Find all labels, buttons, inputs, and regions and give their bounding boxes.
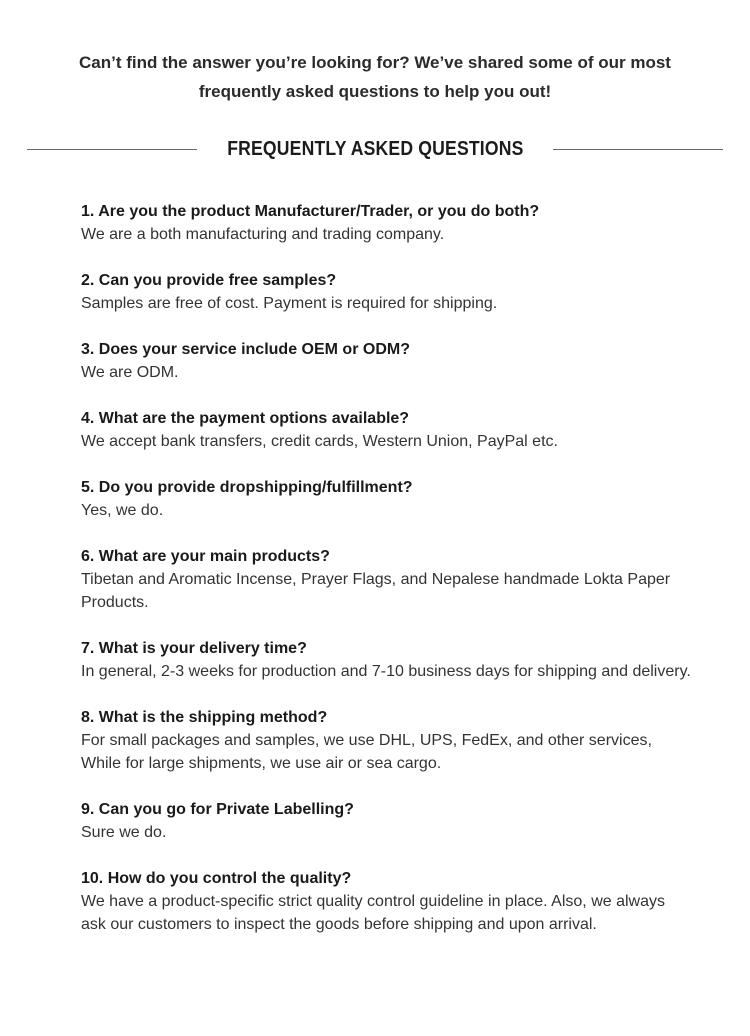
faq-answer: We are ODM. [81,364,179,381]
faq-item-5 [81,476,691,522]
faq-question: 1. Are you the product Manufacturer/Trader, or you do both? [81,203,540,220]
heading-divider-left [27,149,197,150]
faq-item-4 [81,407,691,453]
faq-answer: In general, 2-3 weeks for production and 7-10 business days for shipping and delivery. [81,663,691,680]
faq-item-2 [81,269,691,315]
intro-line-2: frequently asked questions to help you out! [198,82,552,101]
faq-question: 10. How do you control the quality? [81,870,352,887]
faq-answer: For small packages and samples, we use DHL, UPS, FedEx, and other services, While for large shipments, we use air or sea cargo. [81,732,652,772]
faq-answer: We have a product-specific strict quality control guideline in place. Also, we always ask our customers to inspect the goods before shipping and upon arrival. [81,893,665,933]
section-title: FREQUENTLY ASKED QUESTIONS [226,137,524,160]
faq-heading [27,136,723,162]
faq-answer: Sure we do. [81,824,167,841]
faq-item-1 [81,200,691,246]
faq-answer: Yes, we do. [81,502,164,519]
faq-item-6 [81,545,691,614]
faq-question: 9. Can you go for Private Labelling? [81,801,354,818]
faq-item-8 [81,706,691,775]
intro-text [0,48,750,106]
faq-answer: Samples are free of cost. Payment is required for shipping. [81,295,498,312]
faq-question: 3. Does your service include OEM or ODM? [81,341,410,358]
faq-question: 4. What are the payment options available? [81,410,410,427]
intro-line-1: Can’t find the answer you’re looking for? We’ve shared some of our most [79,53,671,72]
faq-question: 2. Can you provide free samples? [81,272,337,289]
faq-item-7 [81,637,691,683]
faq-item-3 [81,338,691,384]
faq-question: 7. What is your delivery time? [81,640,307,657]
faq-answer: We are a both manufacturing and trading company. [81,226,445,243]
faq-answer: We accept bank transfers, credit cards, Western Union, PayPal etc. [81,433,558,450]
faq-question: 8. What is the shipping method? [81,709,328,726]
faq-answer: Tibetan and Aromatic Incense, Prayer Flags, and Nepalese handmade Lokta Paper Products. [81,571,671,611]
faq-question: 5. Do you provide dropshipping/fulfillment? [81,479,413,496]
faq-item-9 [81,798,691,844]
faq-item-10 [81,867,691,936]
faq-list [81,200,691,959]
heading-divider-right [553,149,723,150]
faq-question: 6. What are your main products? [81,548,330,565]
